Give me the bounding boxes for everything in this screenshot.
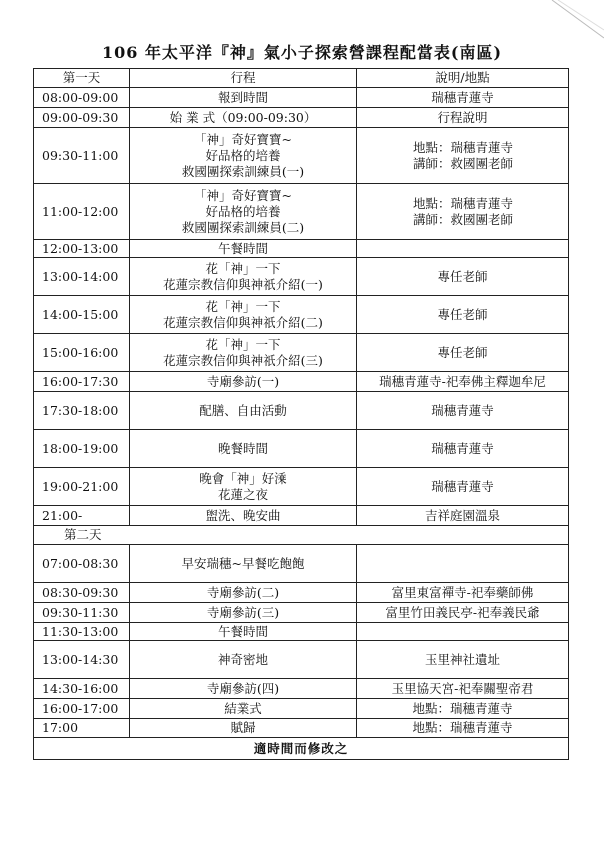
activity-cell: [130, 128, 357, 184]
table-row: [34, 184, 569, 240]
activity-line: 晚會「神」好溗: [199, 470, 287, 486]
activity-line: 午餐時間: [217, 623, 268, 639]
table-row: [34, 88, 569, 108]
activity-line: 救國團探索訓練員(二): [181, 219, 305, 235]
day-two-row: [34, 526, 569, 545]
activity-cell: [130, 641, 357, 679]
activity-line: 花蓮之夜: [217, 486, 268, 502]
note-line: 地點：瑞穗青蓮寺: [412, 720, 513, 735]
activity-cell: [130, 184, 357, 240]
activity-line: 早安瑞穗~早餐吃飽飽: [181, 555, 305, 571]
note-cell: [357, 430, 569, 468]
time-cell: 16:00-17:30: [34, 372, 130, 392]
table-row: [34, 392, 569, 430]
time-cell: 09:30-11:30: [34, 603, 130, 623]
time-cell: 18:00-19:00: [34, 430, 130, 468]
table-header-row: [34, 69, 569, 88]
table-row: [34, 128, 569, 184]
activity-cell: [130, 296, 357, 334]
activity-cell: [130, 506, 357, 526]
note-cell: [357, 641, 569, 679]
time-cell: 13:00-14:00: [34, 258, 130, 296]
activity-cell: [130, 392, 357, 430]
activity-line: 結業式: [224, 700, 262, 716]
footer-note: 適時間而修改之: [34, 738, 569, 760]
table-row: [34, 506, 569, 526]
note-cell: [357, 296, 569, 334]
note-line: 講師：救國團老師: [413, 211, 514, 227]
time-cell: 17:30-18:00: [34, 392, 130, 430]
note-line: 行程說明: [437, 109, 488, 125]
header-note: 說明/地點: [357, 69, 569, 88]
activity-line: 賦歸: [230, 720, 256, 735]
activity-line: 花蓮宗教信仰與神祇介紹(三): [163, 352, 323, 368]
activity-line: 始 業 式（09:00-09:30）: [169, 109, 317, 125]
note-line: 地點：瑞穗青蓮寺: [413, 195, 514, 211]
activity-cell: [130, 583, 357, 603]
activity-cell: [130, 108, 357, 128]
note-cell: [357, 240, 569, 258]
table-row: [34, 699, 569, 719]
activity-line: 寺廟參訪(四): [206, 680, 280, 696]
activity-cell: [130, 699, 357, 719]
activity-cell: [130, 468, 357, 506]
time-cell: 11:00-12:00: [34, 184, 130, 240]
time-cell: 07:00-08:30: [34, 545, 130, 583]
note-line: 地點：瑞穗青蓮寺: [412, 700, 513, 716]
note-cell: [357, 506, 569, 526]
activity-line: 花「神」一下: [205, 260, 281, 276]
time-cell: 09:30-11:00: [34, 128, 130, 184]
note-cell: [357, 108, 569, 128]
activity-line: 救國團探索訓練員(一): [181, 163, 305, 179]
activity-line: 配膳、自由活動: [199, 402, 287, 418]
activity-line: 神奇密地: [217, 651, 268, 667]
activity-line: 「神」奇好寶寶~: [194, 187, 292, 203]
document-title: 106 年太平洋『神』氣小子探索營課程配當表(南區): [101, 43, 503, 62]
table-row: [34, 545, 569, 583]
activity-line: 花「神」一下: [205, 336, 281, 352]
note-cell: [357, 719, 569, 738]
note-line: 專任老師: [437, 306, 488, 322]
table-row: [34, 430, 569, 468]
activity-cell: [130, 372, 357, 392]
activity-line: 寺廟參訪(三): [206, 604, 280, 620]
time-cell: 21:00-: [34, 506, 130, 526]
note-line: 瑞穗青蓮寺: [431, 478, 494, 494]
day-two-label: 第二天: [34, 526, 569, 545]
activity-line: 花蓮宗教信仰與神祇介紹(二): [163, 314, 323, 330]
note-cell: [357, 334, 569, 372]
time-cell: 19:00-21:00: [34, 468, 130, 506]
activity-cell: [130, 679, 357, 699]
activity-line: 報到時間: [217, 89, 268, 105]
time-cell: 14:00-15:00: [34, 296, 130, 334]
note-line: 富里東富禪寺-祀奉藥師佛: [391, 584, 534, 600]
time-cell: 14:30-16:00: [34, 679, 130, 699]
note-cell: [357, 128, 569, 184]
note-cell: [357, 583, 569, 603]
note-line: 講師：救國團老師: [413, 155, 514, 171]
activity-line: 寺廟參訪(一): [206, 373, 280, 389]
activity-cell: [130, 719, 357, 738]
activity-cell: [130, 603, 357, 623]
activity-cell: [130, 430, 357, 468]
time-cell: 09:00-09:30: [34, 108, 130, 128]
note-line: 玉里協天宮-祀奉關聖帝君: [391, 680, 534, 696]
note-line: 瑞穗青蓮寺: [431, 402, 494, 418]
activity-cell: [130, 334, 357, 372]
footer-row: [34, 738, 569, 760]
table-row: [34, 603, 569, 623]
table-row: [34, 623, 569, 641]
table-row: [34, 679, 569, 699]
note-line: 吉祥庭園溫泉: [424, 507, 500, 523]
time-cell: 16:00-17:00: [34, 699, 130, 719]
header-day: 第一天: [34, 69, 130, 88]
activity-line: 花「神」一下: [205, 298, 281, 314]
note-cell: [357, 184, 569, 240]
table-row: [34, 334, 569, 372]
note-line: 瑞穗青蓮寺-祀奉佛主釋迦牟尼: [379, 373, 546, 389]
activity-line: 好品格的培養: [205, 203, 281, 219]
activity-line: 晚餐時間: [217, 440, 268, 456]
time-cell: 17:00: [34, 719, 130, 738]
time-cell: 08:00-09:00: [34, 88, 130, 108]
activity-cell: [130, 88, 357, 108]
note-cell: [357, 699, 569, 719]
note-line: 專任老師: [437, 268, 488, 284]
note-line: 玉里神社遺址: [424, 651, 500, 667]
time-cell: 13:00-14:30: [34, 641, 130, 679]
table-row: [34, 258, 569, 296]
note-line: 瑞穗青蓮寺: [431, 440, 494, 456]
table-row: [34, 240, 569, 258]
activity-line: 盥洗、晚安曲: [205, 507, 281, 523]
time-cell: 12:00-13:00: [34, 240, 130, 258]
table-row: [34, 296, 569, 334]
time-cell: 08:30-09:30: [34, 583, 130, 603]
note-cell: [357, 258, 569, 296]
activity-line: 午餐時間: [217, 240, 268, 256]
note-cell: [357, 679, 569, 699]
activity-cell: [130, 623, 357, 641]
time-cell: 11:30-13:00: [34, 623, 130, 641]
note-cell: [357, 545, 569, 583]
table-row: [34, 719, 569, 738]
activity-cell: [130, 258, 357, 296]
note-cell: [357, 623, 569, 641]
table-row: [34, 372, 569, 392]
activity-line: 花蓮宗教信仰與神祇介紹(一): [163, 276, 323, 292]
note-line: 富里竹田義民亭-祀奉義民爺: [385, 604, 540, 620]
note-cell: [357, 372, 569, 392]
activity-line: 好品格的培養: [205, 147, 281, 163]
note-line: 地點：瑞穗青蓮寺: [413, 139, 514, 155]
activity-cell: [130, 545, 357, 583]
activity-line: 「神」奇好寶寶~: [194, 131, 292, 147]
time-cell: 15:00-16:00: [34, 334, 130, 372]
note-line: 專任老師: [437, 344, 488, 360]
note-line: 瑞穗青蓮寺: [431, 89, 494, 105]
activity-cell: [130, 240, 357, 258]
table-row: [34, 641, 569, 679]
table-row: [34, 468, 569, 506]
header-activity: 行程: [130, 69, 357, 88]
note-cell: [357, 392, 569, 430]
table-row: [34, 583, 569, 603]
table-row: [34, 108, 569, 128]
scan-edge-mark: [544, 0, 604, 40]
activity-line: 寺廟參訪(二): [206, 584, 280, 600]
note-cell: [357, 603, 569, 623]
schedule-table: [33, 68, 569, 760]
note-cell: [357, 88, 569, 108]
note-cell: [357, 468, 569, 506]
